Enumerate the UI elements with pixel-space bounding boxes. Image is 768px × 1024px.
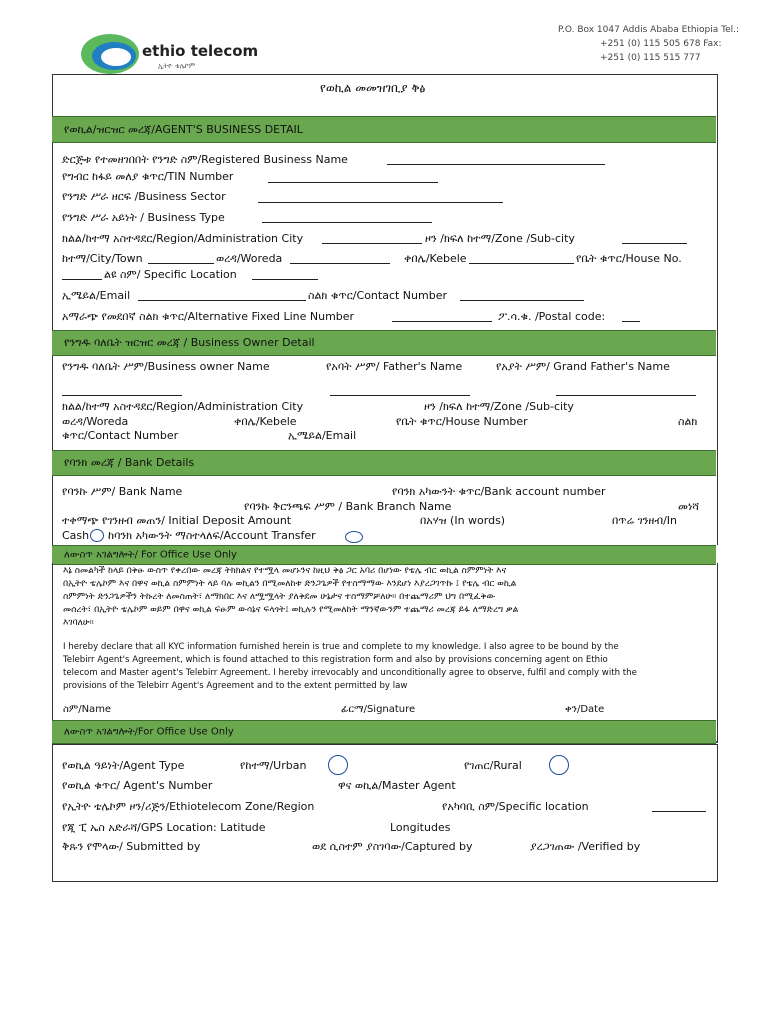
label-owner-phone-b: ቁጥር/Contact Number — [62, 429, 179, 442]
transfer-radio[interactable] — [345, 531, 363, 543]
form-title: የወኪል መመዝገቢያ ቅፅ — [320, 81, 426, 95]
input-specific-location[interactable] — [252, 279, 318, 280]
label-alt-line: አማራጭ የመደበኛ ስልክ ቁጥር/Alternative Fixed Line Number — [62, 310, 355, 323]
label-sector: የንግድ ሥራ ዘርፍ /Business Sector — [62, 190, 226, 203]
label-postal: ፖ.ሳ.ቁ. /Postal code: — [498, 310, 606, 323]
label-zone-region: የኢትዮ ቴሌኮም ዞን/ሪጅን/Ethiotelecom Zone/Region — [62, 800, 315, 813]
label-verified: ያረጋገጠው /Verified by — [530, 840, 641, 853]
label-declaration-signature: ፊርማ/Signature — [341, 704, 416, 715]
label-woreda: ወረዳ/Woreda — [216, 252, 283, 265]
label-deposit: ተቀማጭ የገንዘብ መጠን/ Initial Deposit Amount — [62, 514, 292, 527]
input-postal[interactable] — [622, 321, 640, 322]
label-business-type: የንግድ ሥራ አይነት / Business Type — [62, 211, 225, 224]
input-grandfather-name[interactable] — [556, 395, 696, 396]
label-declaration-name: ስም/Name — [63, 704, 112, 715]
declaration-amharic-2: በኢትዮ ቴሌኮም እና በዋና ወኪል ስምምነት ላይ ባሉ ወኪልን በሚመለከቱ ድንጋጌዎች የተስማማው እንደሆነ እያረጋገጥኩ ፤ የቴሌ ብር ወኪል — [63, 579, 517, 589]
input-business-type[interactable] — [262, 222, 432, 223]
label-gps: የጂ ፒ ኤስ አድራሻ/GPS Location: Latitude — [62, 821, 266, 834]
label-cash: Cash — [62, 529, 90, 542]
declaration-amharic-5: እገባለሁ። — [63, 618, 94, 628]
address-line-1: P.O. Box 1047 Addis Ababa Ethiopia Tel.: — [558, 25, 740, 35]
input-kebele[interactable] — [469, 263, 574, 264]
input-tin[interactable] — [268, 182, 438, 183]
label-owner-kebele: ቀበሌ/Kebele — [234, 415, 297, 428]
input-registered-name[interactable] — [387, 164, 605, 165]
label-city: ከተማ/City/Town — [62, 252, 143, 265]
label-longitude: Longitudes — [390, 821, 451, 834]
label-email: ኢሜይል/Email — [62, 289, 131, 302]
section-agent-business-title: የወኪል/ዝርዝር መረጃ/AGENT'S BUSINESS DETAIL — [64, 122, 303, 136]
label-region: ክልል/ከተማ አስተዳደር/Region/Administration City — [62, 232, 304, 245]
section-agent-business — [52, 116, 716, 143]
label-kebele: ቀበሌ/Kebele — [404, 252, 467, 265]
label-owner-house: የቤት ቁጥር/House Number — [396, 415, 528, 428]
label-house-no: የቤት ቁጥር/House No. — [576, 252, 682, 265]
label-specific-location-2: የአካባቢ ስም/Specific location — [442, 800, 589, 813]
input-father-name[interactable] — [330, 395, 470, 396]
declaration-amharic-3: ስምምነት ድንጋጌዎችን ትኩረት ለመስጠት፣ ለማክበር እና ለሟሟላት ያለቅደመ ሁኔታና ተስማምቻለሁ። በተጨማሪም ህግ በሚፈቅው — [63, 592, 496, 602]
section-bank — [52, 450, 716, 476]
input-contact[interactable] — [460, 300, 584, 301]
input-region[interactable] — [322, 243, 422, 244]
input-email[interactable] — [138, 300, 306, 301]
ethio-telecom-logo-icon — [80, 32, 140, 76]
section-bank-title: የባንክ መረጃ / Bank Details — [64, 456, 195, 469]
input-city[interactable] — [148, 263, 214, 264]
declaration-amharic-4: መሰረት፣ በኢትዮ ቴሌኮም ወይም በዋና ወኪል ፍፁም ውሳኔና ፍላጎት፤ ወኪሉን የሚመለከት ማንኛውንም ተጨማሪ መረጃ ይፋ ለማድረግ ቃል — [63, 605, 519, 615]
cash-radio[interactable] — [90, 529, 104, 542]
input-woreda[interactable] — [290, 263, 390, 264]
label-master-agent: ዋና ወኪል/Master Agent — [338, 779, 456, 792]
label-owner-region: ክልል/ከተማ አስተዳደር/Region/Administration City — [62, 400, 304, 413]
section-office-use-2 — [52, 720, 716, 744]
input-specific-location-2[interactable] — [652, 811, 706, 812]
brand-logo — [80, 32, 280, 76]
label-cash-in: በጥሬ ገንዘብ/In — [612, 514, 678, 527]
label-rural: የገጠር/Rural — [464, 759, 522, 772]
input-zone[interactable] — [622, 243, 687, 244]
label-urban: የከተማ/Urban — [240, 759, 307, 772]
urban-radio[interactable] — [328, 755, 348, 775]
brand-subtitle: ኢትዮ ቴሌኮም — [158, 62, 196, 70]
label-owner-zone: ዞን /ክፍለ ከተማ/Zone /Sub-city — [424, 400, 574, 413]
label-bank-name: የባንኩ ሥም/ Bank Name — [62, 485, 183, 498]
declaration-english-2: Telebirr Agent's Agreement, which is found attached to this registration form and also by provisions concerning agent on Ethio — [63, 655, 608, 665]
label-owner-email: ኢሜይል/Email — [288, 429, 357, 442]
label-owner-name: የንግዱ ባለቤት ሥም/Business owner Name — [62, 360, 270, 373]
label-owner-phone-a: ስልክ — [678, 415, 698, 428]
label-captured: ወደ ሲስተም ያስገባው/Captured by — [312, 840, 473, 853]
label-in-words: በአሃዝ (In words) — [420, 514, 506, 527]
section-business-owner-title: የንግዱ ባለቤት ዝርዝር መረጃ / Business Owner Detail — [64, 336, 315, 349]
label-submitted: ቅጹን የሞላው/ Submitted by — [62, 840, 201, 853]
label-father-name: የአባት ሥም/ Father's Name — [326, 360, 463, 373]
label-owner-woreda: ወረዳ/Woreda — [62, 415, 129, 428]
address-line-2: +251 (0) 115 505 678 Fax: — [600, 39, 722, 49]
section-office-use-1 — [52, 545, 716, 565]
label-agent-number: የወኪል ቁጥር/ Agent's Number — [62, 779, 213, 792]
declaration-english-1: I hereby declare that all KYC information furnished herein is true and complete to my knowledge. I also agree to be bound by the — [63, 642, 619, 652]
label-grandfather-name: የአያት ሥም/ Grand Father's Name — [496, 360, 670, 373]
label-tin: የግብር ከፋይ መለያ ቁጥር/TIN Number — [62, 170, 234, 183]
declaration-amharic-1: እኔ ስመልካች ከላይ በቅፁ ውስጥ የቀረበው መረጃ ትክክልና የተሟላ መሆኑንና ከዚህ ቅፅ ጋር አባሪ በሆነው የቴሌ ብር ወኪል ስምምነት እና — [63, 566, 507, 576]
input-house-no[interactable] — [62, 279, 102, 280]
brand-name: ethio telecom — [142, 42, 259, 60]
label-branch: የባንኩ ቅርንጫፍ ሥም / Bank Branch Name — [244, 500, 452, 513]
label-transfer: ከባንክ አካውንት ማስተላለፍ/Account Transfer — [108, 529, 316, 542]
rural-radio[interactable] — [549, 755, 569, 775]
label-registered-name: ድርጅቱ የተመዘገበበት የንግድ ስም/Registered Business Name — [62, 153, 348, 166]
label-agent-type: የወኪል ዓይነት/Agent Type — [62, 759, 185, 772]
section-office-use-2-title: ለውስጥ አገልግሎት/For Office Use Only — [64, 726, 234, 738]
address-line-3: +251 (0) 115 515 777 — [600, 53, 701, 63]
label-account: የባንክ አካውንት ቁጥር/Bank account number — [392, 485, 606, 498]
label-specific-location: ልዩ ስም/ Specific Location — [104, 268, 237, 281]
input-sector[interactable] — [258, 202, 503, 203]
input-alt-line[interactable] — [392, 321, 492, 322]
section-office-use-1-title: ለውስጥ አገልግሎት/ For Office Use Only — [64, 549, 237, 561]
label-contact: ስልክ ቁጥር/Contact Number — [308, 289, 447, 302]
input-owner-name[interactable] — [62, 395, 182, 396]
label-declaration-date: ቀን/Date — [565, 704, 605, 715]
declaration-english-4: provisions of the Telebirr Agent's Agreement and to the extent permitted by law — [63, 681, 408, 691]
declaration-english-3: telecom and Master agent's Telebirr Agreement. I hereby irrevocably and unconditionally agree to observe, fulfil and comply with the — [63, 668, 637, 678]
label-zone: ዞን /ክፍለ ከተማ/Zone /Sub-city — [425, 232, 575, 245]
label-min-a: መነሻ — [678, 500, 700, 513]
declaration-block — [52, 563, 718, 743]
section-business-owner — [52, 330, 716, 356]
